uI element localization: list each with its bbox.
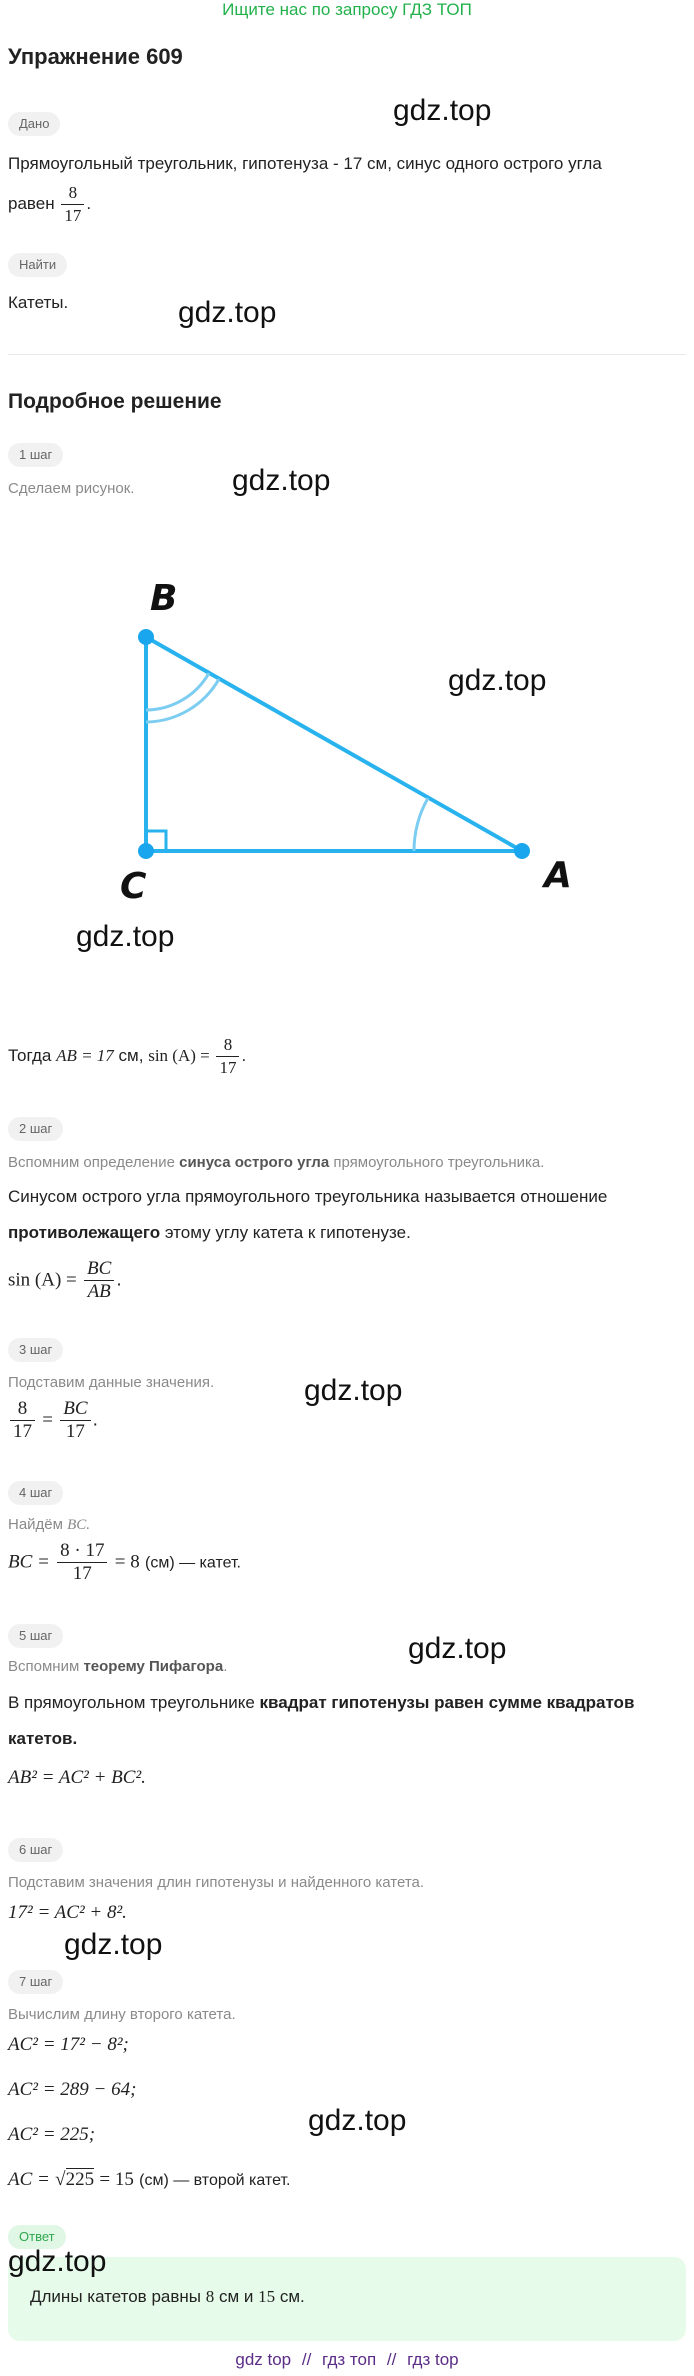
step3-text: Подставим данные значения. [8,1374,215,1391]
result1-num: 8 [216,1034,239,1057]
point-a [514,843,530,859]
step2-fraction [84,1258,114,1303]
footer-link-2[interactable]: гдз топ [322,2350,377,2369]
point-c [138,843,154,859]
step6-pill: 6 шаг [8,1838,63,1862]
footer-link-3[interactable]: гдз top [407,2350,459,2369]
step2-text: Вспомним определение синуса острого угла прямоугольного треугольника. [8,1154,545,1171]
given-line2: равен $\frac{8}{17}$ . [8,183,92,225]
given-num: 8 [61,182,84,205]
step4-text: Найдём BC. [8,1516,91,1533]
step7-formula4: AC = √225 = 15 (см) — второй катет. [8,2169,291,2190]
step5-badge [8,1624,63,1648]
step2-badge [8,1117,63,1141]
step2-def-line2: противолежащего этому углу катета к гипотенузе. [8,1223,411,1242]
step5-statement: В прямоугольном треугольнике квадрат гипотенузы равен сумме квадратов катетов. [8,1693,635,1748]
step2-num: BC [84,1258,114,1281]
step7-formula1: AC² = 17² − 8²; [8,2034,129,2055]
step2-pill: 2 шаг [8,1117,63,1141]
step4-pill: 4 шаг [8,1481,63,1505]
page-title: Упражнение 609 [8,44,183,69]
watermark: gdz.top [393,94,492,127]
triangle-diagram [0,560,694,980]
step4-lhs: BC = [8,1551,50,1573]
given-text2: равен [8,193,55,213]
point-b [138,629,154,645]
step3-fraction2: $\frac{BC}{17}$ [60,1398,90,1443]
given-pill: Дано [8,112,60,136]
step1-text: Сделаем рисунок. [8,480,135,497]
find-text: Катеты. [8,293,69,312]
top-search-banner[interactable]: Ищите нас по запросу ГДЗ ТОП [222,0,472,19]
answer-text: Длины катетов равны 8 см и 15 см. [30,2287,305,2306]
answer-pill: Ответ [8,2225,66,2249]
step7-formula2: AC² = 289 − 64; [8,2079,137,2100]
step4-badge [8,1481,63,1505]
result1-ab: AB = 17 [56,1045,114,1065]
footer-links: gdz top // гдз топ // гдз top [235,2350,459,2369]
angle-b-arc-inner [146,673,209,710]
step7-badge [8,1970,63,1994]
step2-def-line1: Синусом острого угла прямоугольного треугольника называется отношение [8,1187,608,1206]
angle-a-arc [414,798,428,851]
result1-prefix: Тогда [8,1045,52,1065]
given-den: 17 [64,206,82,225]
result1-line: Тогда AB = 17 см, sin (A) = $\frac{8}{17}$ . [8,1035,247,1077]
step2-formula-lhs: sin (A) = [8,1269,77,1291]
step6-formula: 17² = AC² + 8². [8,1902,127,1923]
watermark: gdz.top [232,464,331,497]
footer-link-1[interactable]: gdz top [235,2350,292,2369]
step5-pill: 5 шаг [8,1624,63,1648]
step5-text: Вспомним теорему Пифагора. [8,1658,228,1675]
solution-title: Подробное решение [8,390,222,413]
step2-definition [8,1184,688,1246]
step4-fraction: $\frac{8 \cdot 17}{17}$ [57,1540,107,1585]
step3-fraction1: $\frac{8}{17}$ [10,1398,35,1443]
find-badge [8,253,67,277]
step7-pill: 7 шаг [8,1970,63,1994]
step1-badge [8,443,63,467]
result1-sin: sin (A) = [148,1045,210,1065]
result1-fraction [216,1034,239,1079]
step4-formula: BC = $\frac{8 \cdot 17}{17}$ = 8 (см) — катет. [8,1540,241,1584]
watermark: gdz.top [308,2104,407,2137]
step3-pill: 3 шаг [8,1338,63,1362]
step7-text: Вычислим длину второго катета. [8,2006,236,2023]
step2-formula: sin (A) = $\frac{BC}{AB}$ . [8,1258,122,1302]
label-a: A [544,855,572,896]
watermark: gdz.top [178,296,277,329]
given-fraction [61,182,84,227]
result1-den: 17 [219,1058,237,1077]
step6-badge [8,1838,63,1862]
step3-formula: $\frac{8}{17}$ = $\frac{BC}{17}$ . [8,1398,98,1443]
label-b: B [150,578,178,619]
section-divider [8,354,686,355]
watermark: gdz.top [408,1632,507,1665]
watermark: gdz.top [76,920,175,953]
label-c: C [120,866,147,907]
step7-formula3: AC² = 225; [8,2124,96,2145]
step5-formula: AB² = AC² + BC². [8,1767,146,1788]
watermark: gdz.top [304,1374,403,1407]
result1-unit: см, [118,1045,144,1065]
watermark: gdz.top [64,1928,163,1961]
step6-text: Подставим значения длин гипотенузы и найденного катета. [8,1874,425,1891]
watermark: gdz.top [8,2245,107,2278]
step2-den: AB [87,1281,111,1302]
given-text: Прямоугольный треугольник, гипотенуза - 17 см, синус одного острого угла [8,154,602,173]
find-pill: Найти [8,253,67,277]
given-badge [8,112,60,136]
watermark: gdz.top [448,664,547,697]
step1-pill: 1 шаг [8,443,63,467]
step3-badge [8,1338,63,1362]
